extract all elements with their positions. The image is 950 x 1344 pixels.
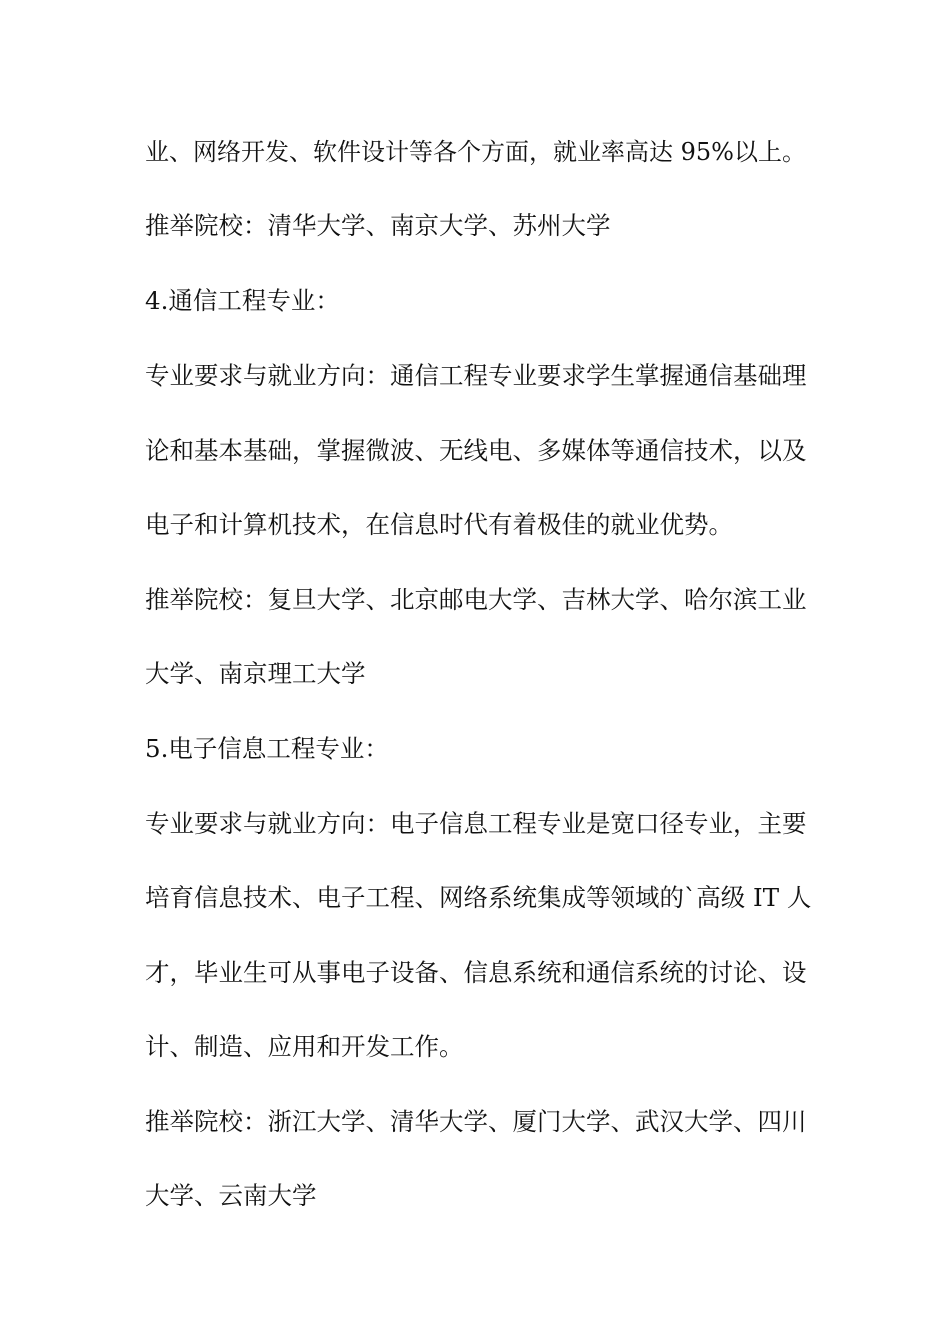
section-heading: 5.电子信息工程专业： [145, 734, 389, 763]
text-line: 业、网络开发、软件设计等各个方面，就业率高达 95%以上。 [145, 138, 806, 166]
text-line: 专业要求与就业方向：通信工程专业要求学生掌握通信基础理 [145, 361, 807, 390]
text-line: 电子和计算机技术，在信息时代有着极佳的就业优势。 [145, 510, 733, 539]
text-line: 推举院校：清华大学、南京大学、苏州大学 [145, 211, 611, 240]
text-line: 专业要求与就业方向：电子信息工程专业是宽口径专业，主要 [145, 809, 807, 838]
text-line: 推举院校：浙江大学、清华大学、厦门大学、武汉大学、四川 [145, 1107, 807, 1136]
text-line: 大学、南京理工大学 [145, 659, 366, 688]
section-heading: 4.通信工程专业： [145, 286, 340, 315]
text-line: 培育信息技术、电子工程、网络系统集成等领域的`高级 IT 人 [145, 883, 812, 912]
text-line: 大学、云南大学 [145, 1181, 317, 1210]
text-line: 推举院校：复旦大学、北京邮电大学、吉林大学、哈尔滨工业 [145, 585, 807, 614]
text-line: 计、制造、应用和开发工作。 [145, 1032, 464, 1061]
text-line: 论和基本基础，掌握微波、无线电、多媒体等通信技术，以及 [145, 436, 807, 465]
text-line: 才，毕业生可从事电子设备、信息系统和通信系统的讨论、设 [145, 958, 807, 987]
